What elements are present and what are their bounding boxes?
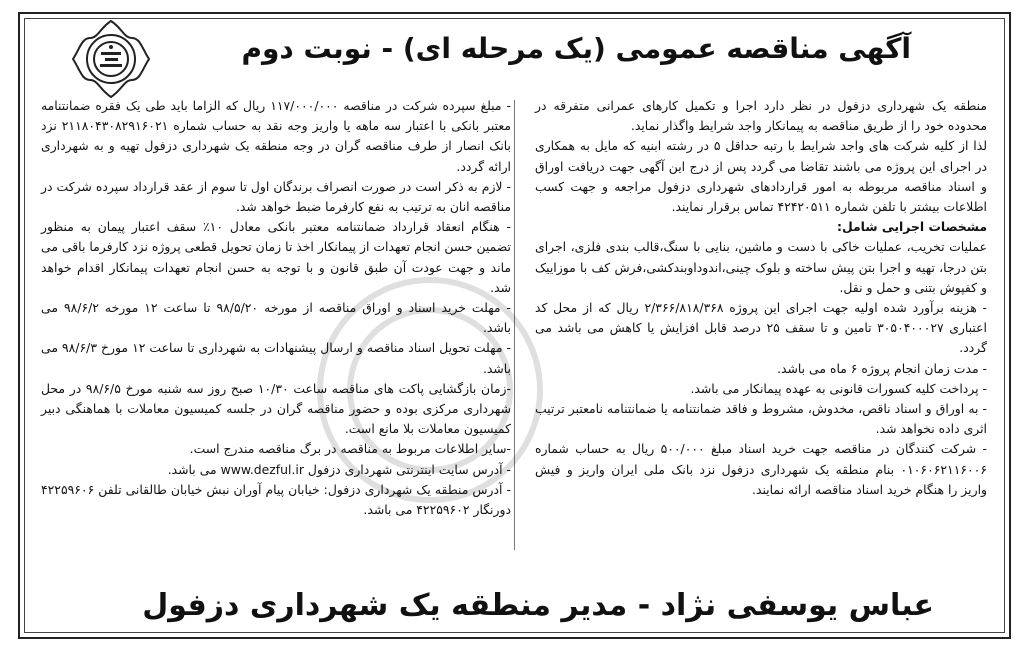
signature-line: عباس یوسفی نژاد - مدیر منطقه یک شهرداری دزفول <box>142 588 934 623</box>
notice-left-column <box>41 96 511 520</box>
notice-paragraph: -زمان بازگشایی پاکت های مناقصه ساعت ۱۰/۳۰ صبح روز سه شنبه مورخ ۹۸/۶/۵ در محل شهرداری مرکزی بوده و حضور مناقصه گران در جلسه کمیسیون معاملات با هماهنگی دبیر کمیسیون معاملات بلا مانع است. <box>41 380 511 437</box>
notice-paragraph: - مهلت تحویل اسناد مناقصه و ارسال پیشنهادات به شهرداری تا ساعت ۱۲ مورخ ۹۸/۶/۳ می باشد. <box>41 340 512 376</box>
notice-paragraph: لذا از کلیه شرکت های واجد شرایط با رتبه حداقل ۵ در رشته ابنیه که مایل به همکاری در اجرای این پروژه می باشند تقاضا می گردد پس از درج این آگهی جهت دریافت اوراق و اسناد مناقصه مربوطه به امور قراردادهای شهرداری دزفول مراجعه و جهت کسب اطلاعات بیشتر با تلفن شماره ۴۲۴۲۰۵۱۱ تماس برقرار نمایند. <box>535 138 987 215</box>
notice-paragraph: - پرداخت کلیه کسورات قانونی به عهده پیمانکار می باشد. <box>690 380 987 396</box>
section-heading: مشخصات اجرایی شامل: <box>837 219 987 235</box>
notice-paragraph: - به اوراق و اسناد ناقص، مخدوش، مشروط و فاقد ضمانتنامه یا ضمانتنامه نامعتبر ترتیب اثری داده نخواهد شد. <box>535 401 987 437</box>
notice-title: آگهی مناقصه عمومی (یک مرحله ای) - نوبت دوم <box>241 32 911 65</box>
notice-paragraph: - مبلغ سپرده شرکت در مناقصه ۱۱۷/۰۰۰/۰۰۰ ریال که الزاما باید طی یک فقره ضمانتنامه معتبر بانکی با اعتبار سه ماهه یا واریز وجه نقد به حساب شماره ۲۱۱۸۰۴۳۰۸۲۹۱۶۰۲۱ نزد بانک انصار از طرف مناقصه گران در وجه منطقه یک شهرداری دزفول تهیه و به شهرداری ارائه گردد. <box>41 98 511 174</box>
notice-paragraph: - مهلت خرید اسناد و اوراق مناقصه از مورخه ۹۸/۵/۲۰ تا ساعت ۱۲ مورخه ۹۸/۶/۲ می باشد. <box>41 300 511 336</box>
notice-paragraph: - آدرس منطقه یک شهرداری دزفول: خیابان پیام آوران نبش خیابان طالقانی تلفن ۴۲۲۵۹۶۰۶ دورنگار ۴۲۲۵۹۶۰۲ می باشد. <box>41 481 511 518</box>
column-divider <box>514 100 515 550</box>
notice-paragraph: - آدرس سایت اینترنتی شهرداری دزفول www.dezful.ir می باشد. <box>167 461 511 477</box>
notice-paragraph: - لازم به ذکر است در صورت انصراف برندگان اول تا سوم از عقد قرارداد سپرده شرکت در مناقصه انان به ترتیب به نفع کارفرما ضبط خواهد شد. <box>41 178 511 215</box>
notice-paragraph: عملیات تخریب، عملیات خاکی با دست و ماشین، بنایی با سنگ،قالب بندی فلزی، اجرای بتن درجا، تهیه و اجرا بتن پیش ساخته و بلوک چینی،اندوداوبندکشی،فرش کف با موزاییک و کفپوش بتنی و حمل و نقل. <box>535 239 987 295</box>
dezful-municipality-emblem-icon <box>70 18 152 100</box>
notice-paragraph: - هزینه برآورد شده اولیه جهت اجرای این پروژه ۲/۳۶۶/۸۱۸/۳۶۸ ریال که از محل کد اعتباری ۳۰۵۰۴۰۰۰۲۷ تامین و تا سقف ۲۵ درصد قابل افزایش یا کاهش می باشد می گردد. <box>535 300 987 356</box>
notice-right-column <box>535 96 987 500</box>
notice-paragraph: - هنگام انعقاد قرارداد ضمانتنامه معتبر بانکی معادل ۱۰٪ سقف اعتبار پیمان به منظور تضمین حسن انجام تعهدات از پیمانکار اخذ تا زمان تحویل قطعی پروژه نزد کارفرما باقی می ماند و جهت عودت آن طبق قانون و با توجه به حسن انجام تعهدات پیمانکار اقدام خواهد شد. <box>41 219 511 295</box>
notice-paragraph: منطقه یک شهرداری دزفول در نظر دارد اجرا و تکمیل کارهای عمرانی متفرقه در محدوده خود را از طریق مناقصه به پیمانکار واجد شرایط واگذار نماید. <box>535 98 987 134</box>
notice-paragraph: - مدت زمان انجام پروژه ۶ ماه می باشد. <box>777 360 987 376</box>
notice-paragraph: -سایر اطلاعات مربوط به مناقصه در برگ مناقصه مندرج است. <box>189 441 511 457</box>
notice-paragraph: - شرکت کنندگان در مناقصه جهت خرید اسناد مبلغ ۵۰۰/۰۰۰ ریال به حساب شماره ۰۱۰۶۰۶۲۱۱۶۰۰۶ بنام منطقه یک شهرداری دزفول نزد بانک ملی ایران واریز و فیش واریز را هنگام خرید اسناد مناقصه ارائه نمایند. <box>535 441 987 497</box>
